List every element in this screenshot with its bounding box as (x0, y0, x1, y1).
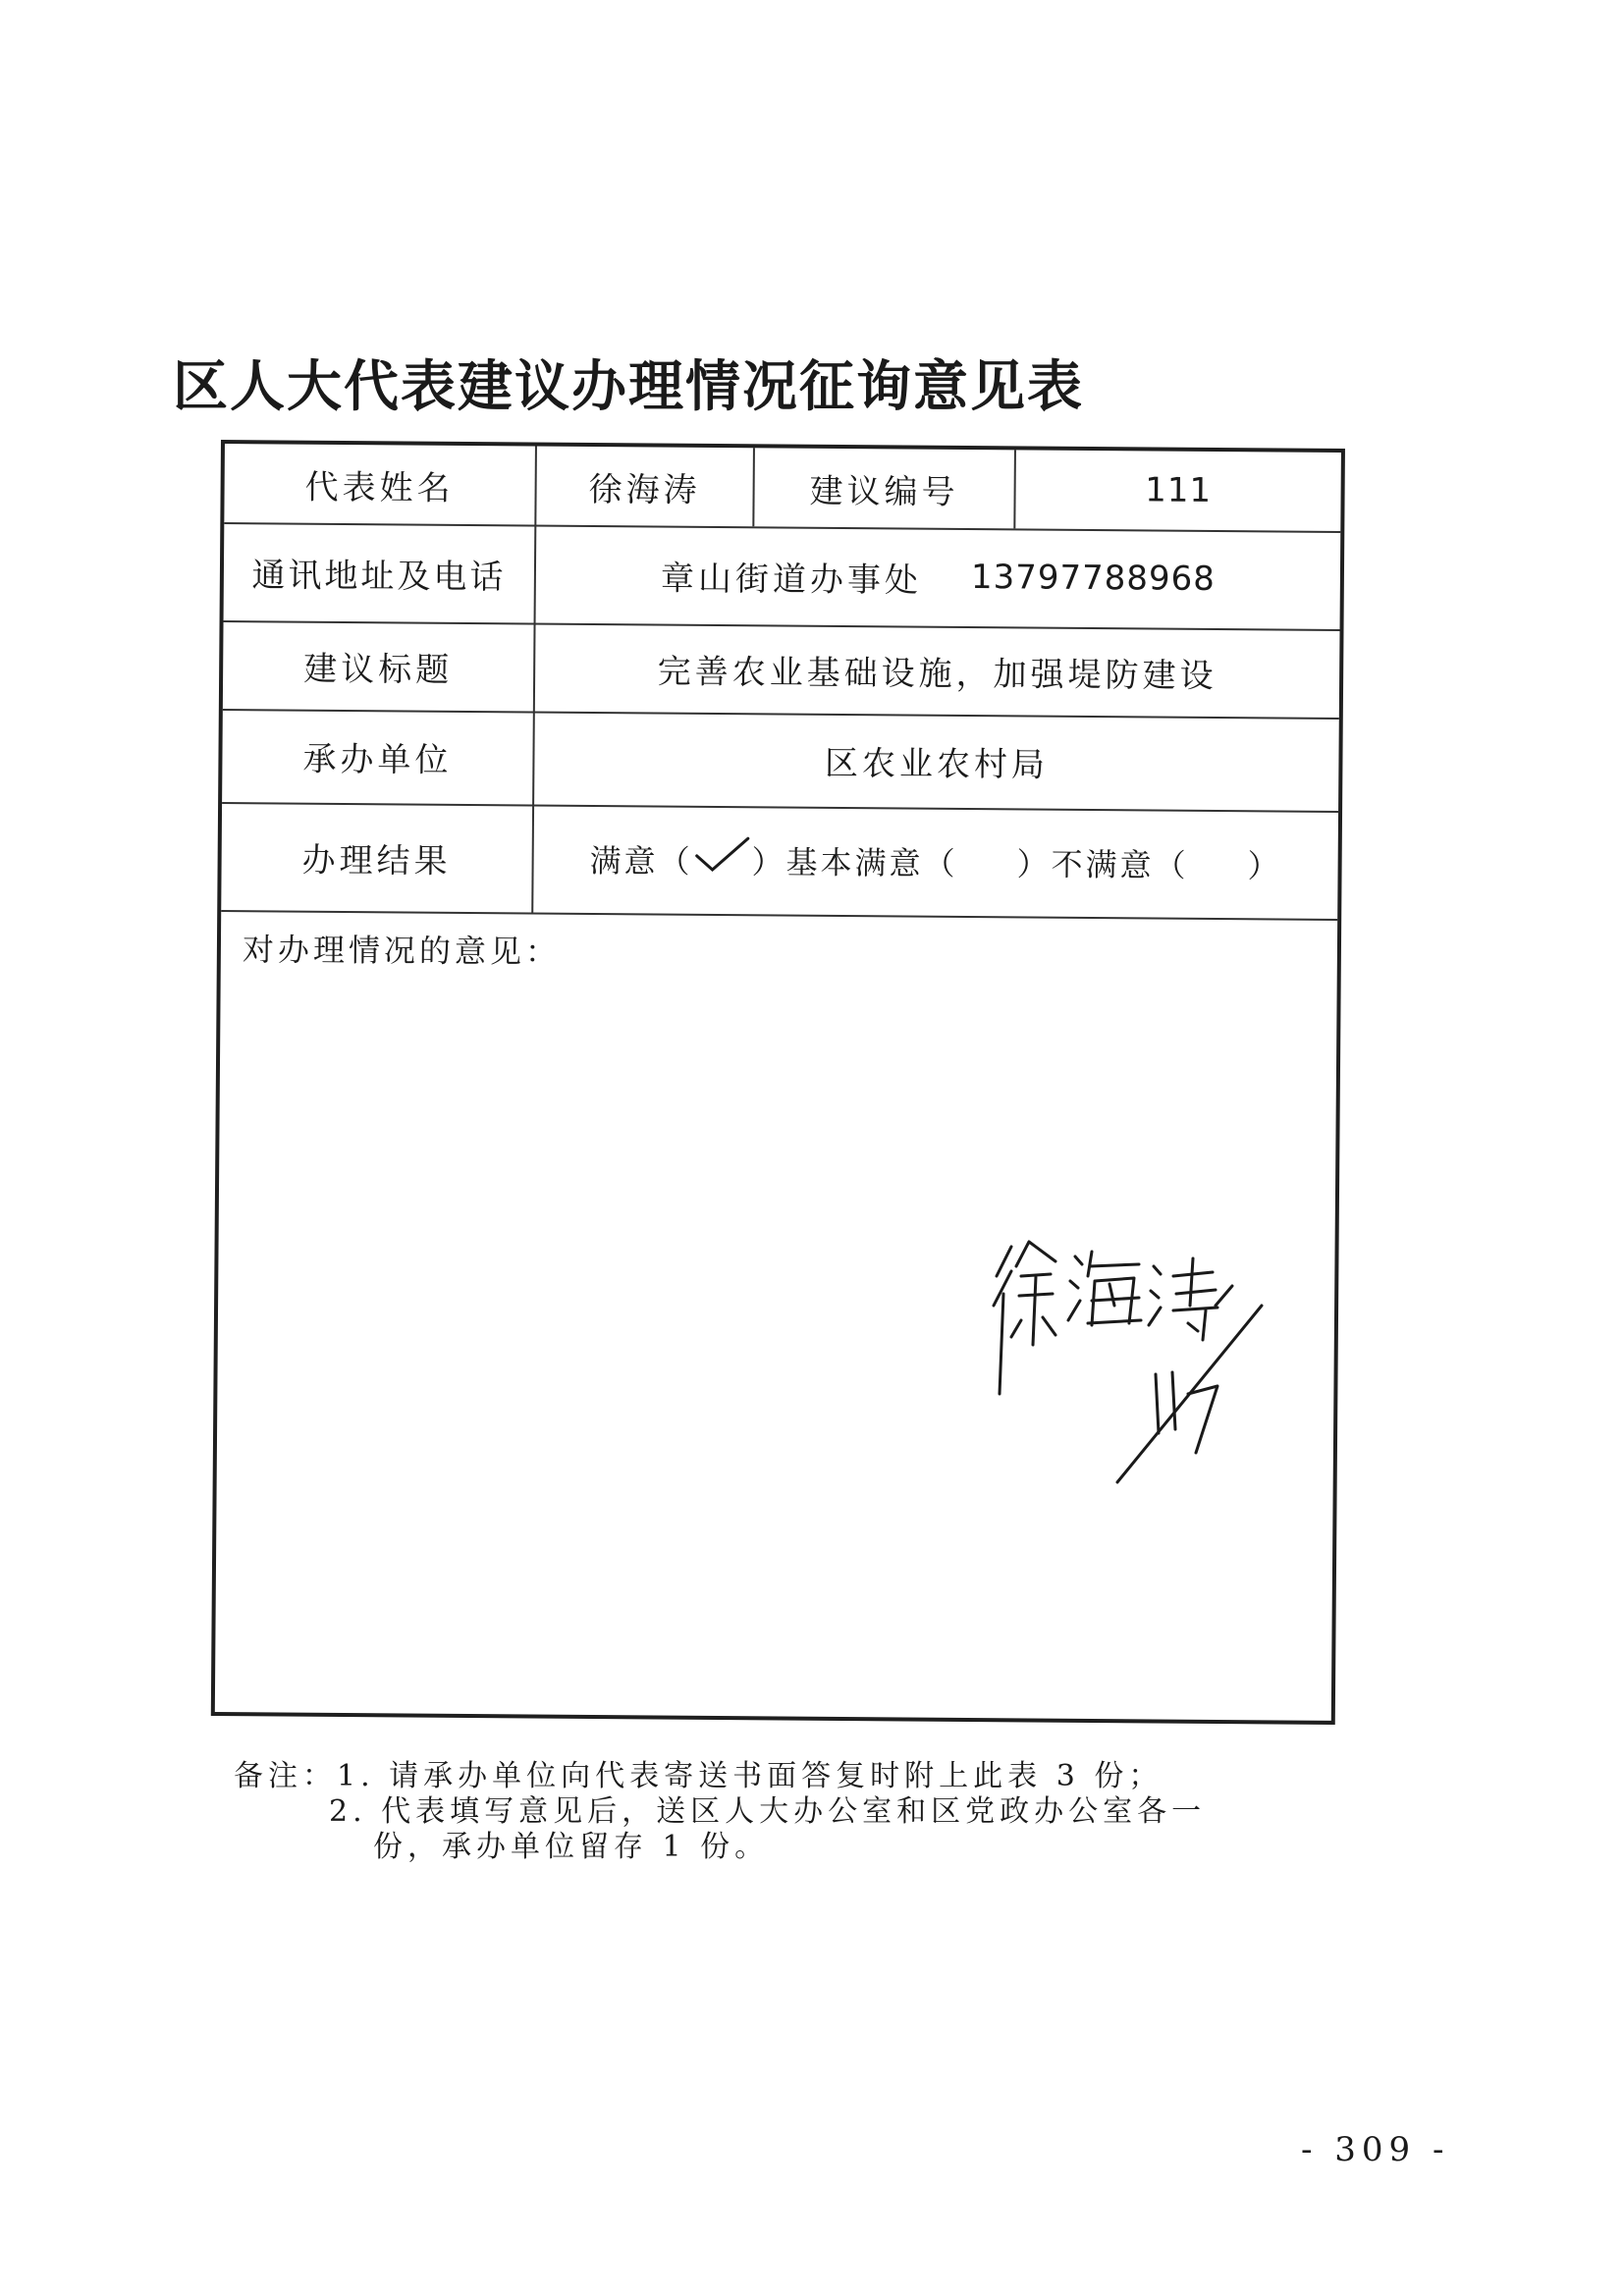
address-value: 章山街道办事处 (660, 559, 923, 601)
proposal-no-label: 建议编号 (754, 448, 1016, 528)
row-result (221, 802, 1338, 921)
proposal-no-value[interactable]: 111 (1145, 470, 1213, 510)
handler-label: 承办单位 (222, 709, 535, 804)
row-address (224, 522, 1341, 631)
row-rep-name (224, 444, 1341, 533)
result-satisfied-checkbox[interactable] (692, 836, 751, 883)
rep-name-value[interactable]: 徐海涛 (536, 447, 755, 527)
result-close-paren: ） (1247, 847, 1282, 885)
subject-value[interactable]: 完善农业基础设施，加强堤防建设 (657, 652, 1217, 696)
result-options (533, 805, 1338, 919)
page-number: - 309 - (1301, 2130, 1450, 2169)
form-title: 区人大代表建议办理情况征询意见表 (173, 355, 1084, 419)
checkmark-icon (693, 836, 752, 876)
note-line-2: 2. 代表填写意见后，送区人大办公室和区党政办公室各一 (329, 1794, 1207, 1829)
result-unsatisfied-label: ）不满意（ (1016, 845, 1189, 884)
subject-label: 建议标题 (223, 620, 536, 711)
opinion-area[interactable] (215, 910, 1337, 1721)
result-label: 办理结果 (221, 802, 534, 912)
row-subject (223, 620, 1340, 720)
opinion-form (211, 440, 1345, 1725)
result-satisfied-label: 满意（ (589, 841, 693, 881)
rep-name-label: 代表姓名 (224, 444, 537, 524)
opinion-label: 对办理情况的意见： (242, 931, 562, 971)
note-line-1: 备注：1. 请承办单位向代表寄送书面答复时附上此表 3 份； (234, 1759, 1163, 1793)
note-line-3: 份，承办单位留存 1 份。 (373, 1830, 770, 1864)
notes (234, 1759, 1206, 1865)
address-label: 通讯地址及电话 (224, 522, 537, 622)
handler-value[interactable]: 区农业农村局 (824, 743, 1050, 785)
row-handler (222, 709, 1339, 813)
result-basic-label: ）基本满意（ (751, 843, 958, 882)
address-value-cell[interactable] (536, 525, 1341, 629)
phone-value: 13797788968 (970, 558, 1217, 599)
